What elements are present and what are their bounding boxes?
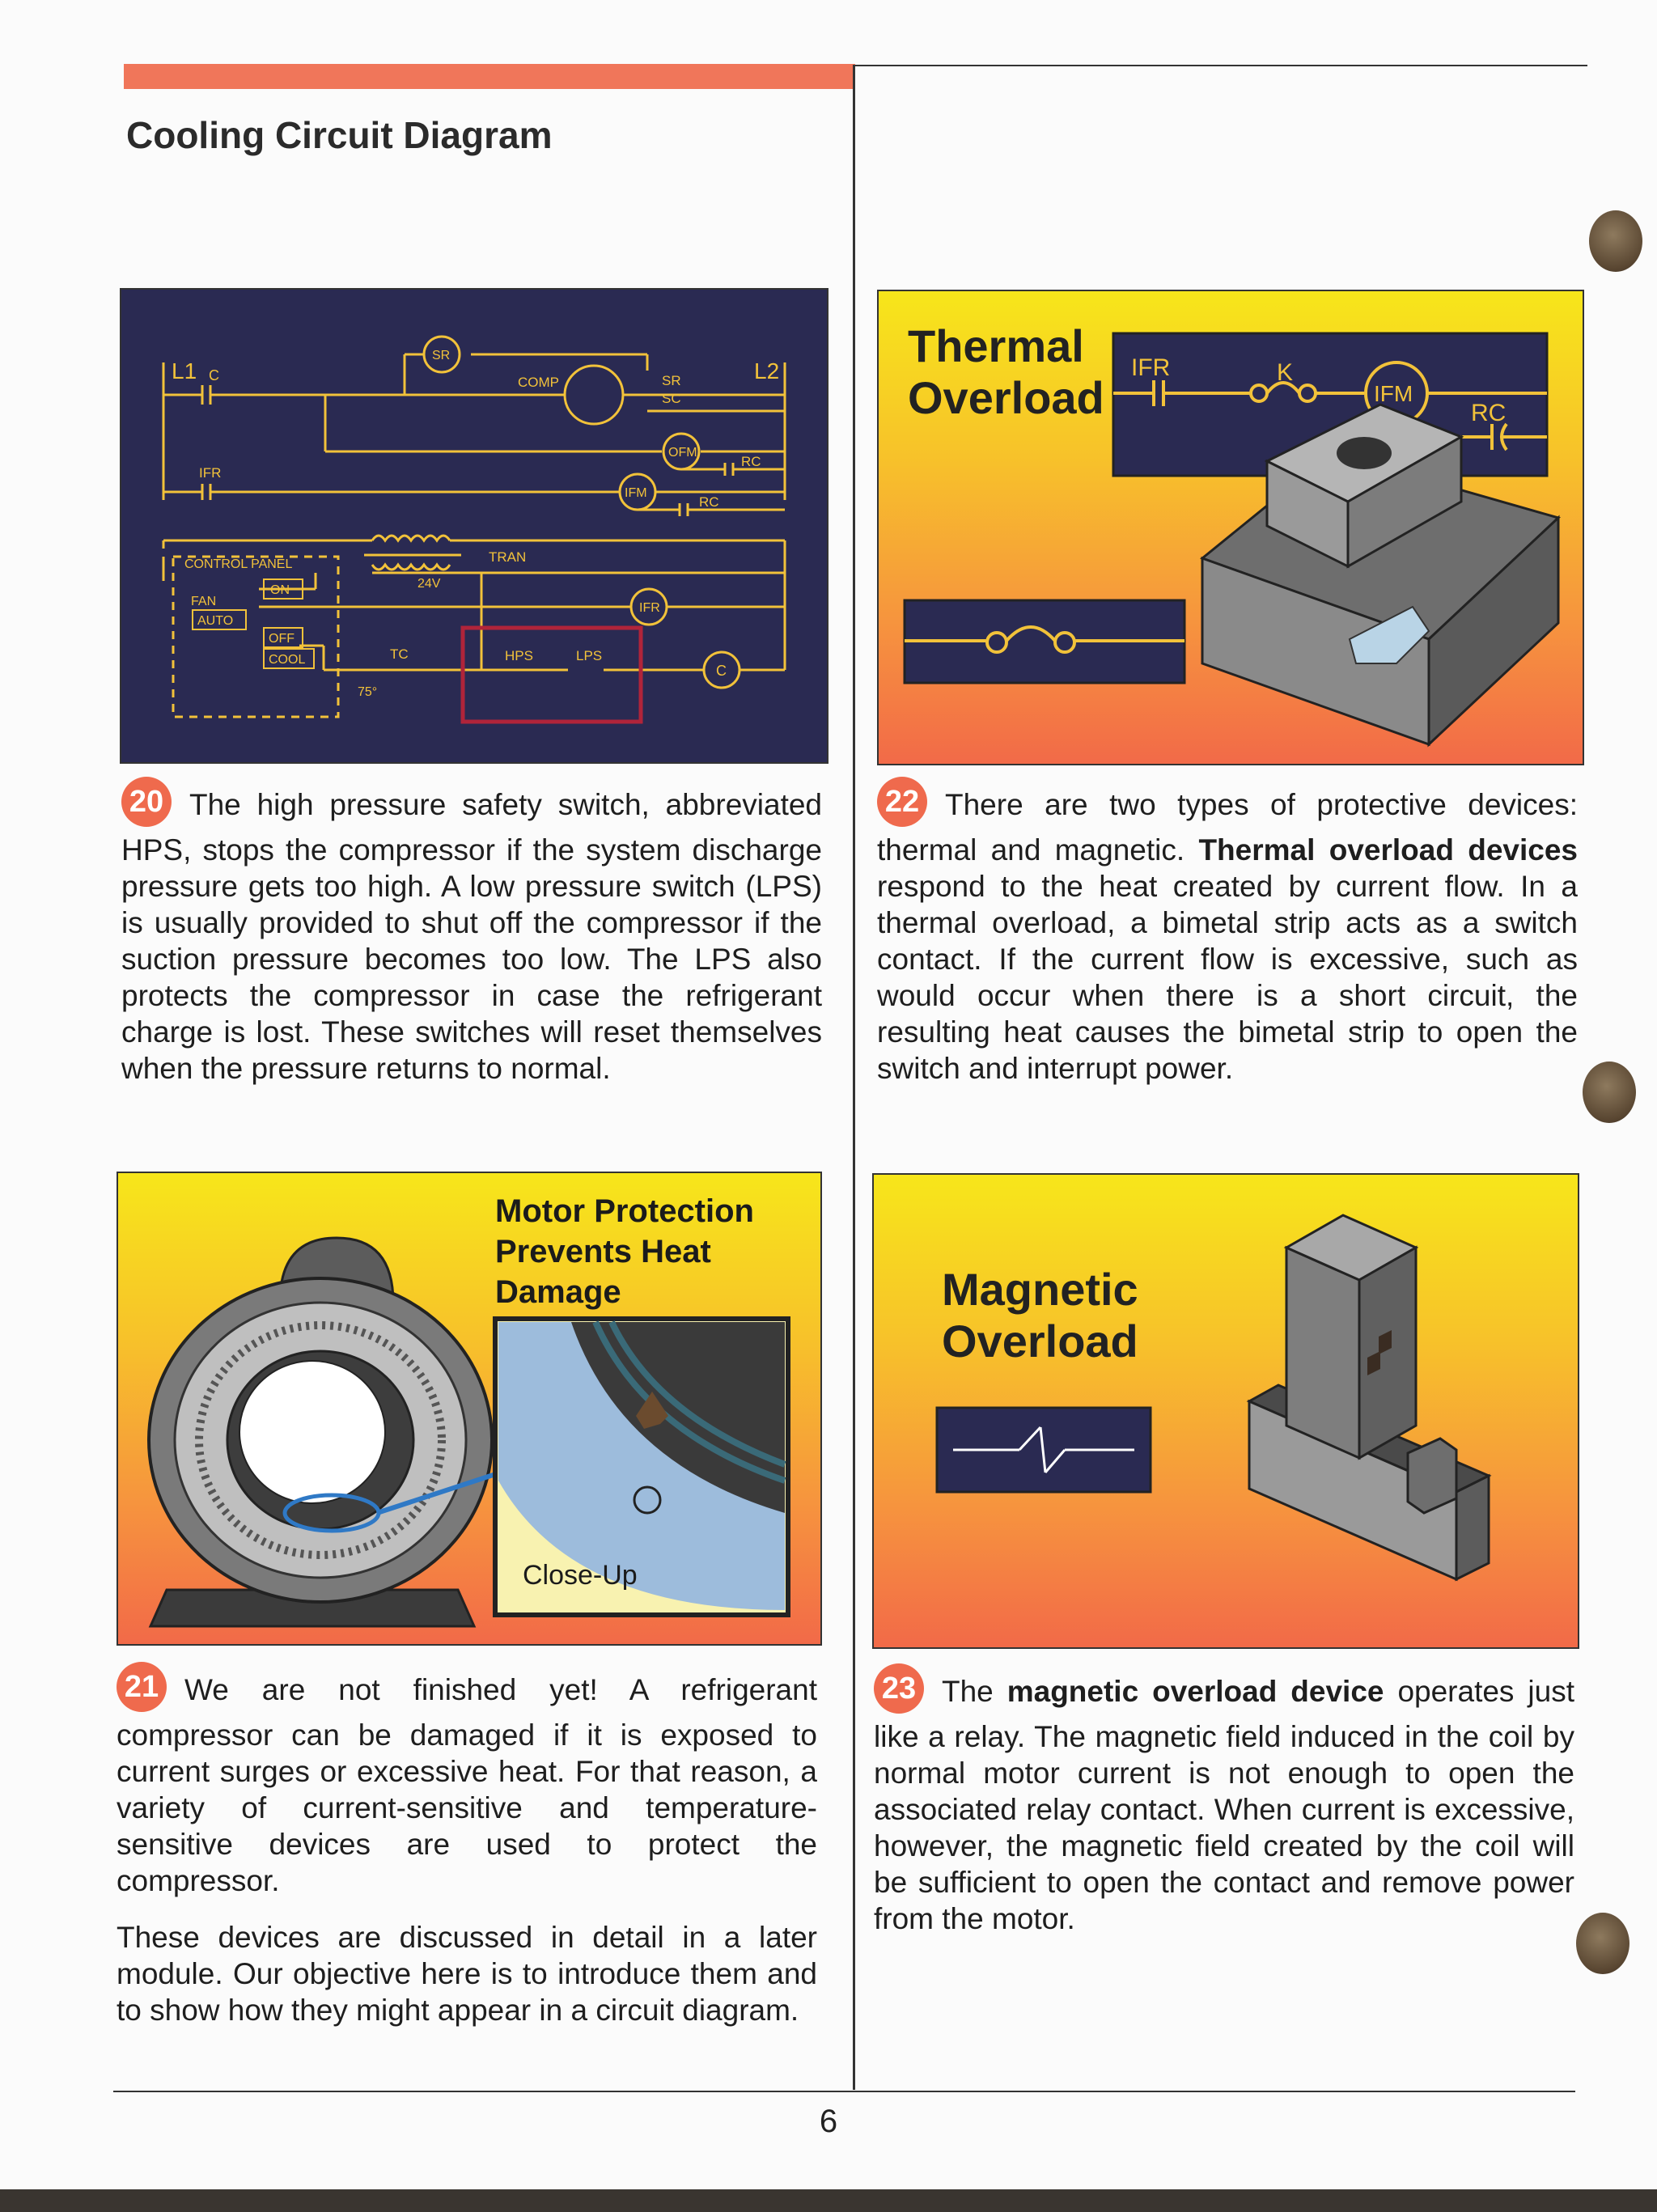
section-22-bold: Thermal overload devices bbox=[1198, 833, 1578, 867]
motor-title-line3: Damage bbox=[495, 1274, 621, 1310]
section-21-text-2: These devices are discussed in detail in a later module. Our objective here is to introduce them and to show how they might appear in a circuit diagram. bbox=[117, 1921, 817, 2027]
section-23-body-a: The bbox=[942, 1674, 1007, 1708]
cooling-circuit-diagram bbox=[120, 288, 828, 764]
thermal-title-line1: Thermal bbox=[908, 320, 1084, 371]
section-22-body-a: There are two types of protective devices: thermal and magnetic. bbox=[877, 787, 1578, 867]
label-l1: L1 bbox=[172, 358, 197, 383]
label-off: OFF bbox=[269, 632, 295, 646]
magnetic-title-line1: Magnetic bbox=[942, 1264, 1138, 1315]
motor-title-line1: Motor Protection bbox=[495, 1193, 754, 1229]
binder-hole-top bbox=[1589, 210, 1642, 272]
page-title: Cooling Circuit Diagram bbox=[126, 114, 553, 156]
label-tc: TC bbox=[390, 646, 409, 662]
label-24v: 24V bbox=[417, 577, 441, 591]
thermal-label-ifr: IFR bbox=[1131, 354, 1171, 381]
label-auto: AUTO bbox=[197, 614, 234, 628]
header-accent-bar bbox=[124, 64, 855, 89]
section-22-text bbox=[877, 782, 1578, 1087]
section-20-text bbox=[121, 782, 822, 1087]
label-ifr-contact: IFR bbox=[199, 465, 222, 481]
section-21-body: We are not finished yet! A refrigerant compressor can be damaged if it is exposed to current surges or excessive heat. For that reason, a variety of current-sensitive and temperature-sensitive devices are used to protect the compressor. bbox=[117, 1672, 817, 1897]
section-23-bold: magnetic overload device bbox=[1006, 1674, 1384, 1708]
label-fan: FAN bbox=[191, 595, 217, 608]
section-23-body-b: operates just like a relay. The magnetic field induced in the coil by normal motor current is not enough to open the associated relay contact. When current is excessive, however, the magnetic field created by the coil will be sufficient to open the contact and remove power from the motor. bbox=[874, 1674, 1574, 1935]
label-hps: HPS bbox=[505, 648, 533, 663]
header-rule bbox=[855, 65, 1587, 66]
label-on: ON bbox=[270, 583, 290, 597]
label-c-coil: C bbox=[716, 663, 727, 679]
column-divider bbox=[853, 65, 855, 2090]
section-22-body-b: respond to the heat created by current flow. In a thermal overload, a bimetal strip acts as a switch contact. If the current flow is excessive, such as would occur when there is a short circuit, the resulting heat causes the bimetal strip to open the switch and interrupt power. bbox=[877, 870, 1578, 1085]
magnetic-overload-illustration bbox=[872, 1173, 1579, 1649]
thermal-overload-illustration bbox=[877, 290, 1584, 765]
label-rc-ofm: RC bbox=[741, 454, 761, 469]
label-75: 75° bbox=[358, 685, 378, 699]
page-number: 6 bbox=[819, 2104, 838, 2139]
label-c: C bbox=[209, 367, 219, 383]
magnetic-title-line2: Overload bbox=[942, 1316, 1138, 1367]
footer-rule bbox=[113, 2091, 1575, 2092]
motor-protection-illustration bbox=[117, 1172, 822, 1646]
binder-hole-bottom bbox=[1576, 1913, 1629, 1974]
thermal-label-ifm: IFM bbox=[1374, 381, 1413, 406]
binder-hole-middle bbox=[1583, 1062, 1636, 1123]
closeup-label: Close-Up bbox=[523, 1560, 638, 1591]
label-ifr-coil: IFR bbox=[639, 601, 660, 615]
section-20-badge: 20 bbox=[121, 777, 172, 827]
label-comp: COMP bbox=[518, 375, 559, 390]
section-21-text bbox=[117, 1667, 817, 1899]
label-lps: LPS bbox=[576, 648, 603, 663]
section-22-badge: 22 bbox=[877, 777, 927, 827]
label-tran: TRAN bbox=[489, 549, 527, 565]
section-23-badge: 23 bbox=[874, 1663, 924, 1714]
label-sr-circle: SR bbox=[432, 349, 451, 362]
motor-title-line2: Prevents Heat bbox=[495, 1234, 711, 1269]
scan-edge bbox=[0, 2189, 1657, 2212]
label-rc-ifm: RC bbox=[699, 494, 719, 510]
label-ofm: OFM bbox=[668, 446, 697, 460]
section-23-text bbox=[874, 1668, 1574, 1937]
label-l2: L2 bbox=[754, 358, 780, 383]
section-20-body: The high pressure safety switch, abbreviated HPS, stops the compressor if the system discharge pressure gets too high. A low pressure switch (LPS) is usually provided to shut off the compressor if the suction pressure becomes too low. The LPS also protects the compressor in case the refrigerant charge is lost. These switches will reset themselves when the pressure returns to normal. bbox=[121, 787, 822, 1085]
label-ifm: IFM bbox=[625, 486, 647, 500]
label-sc: SC bbox=[662, 391, 681, 406]
label-control-panel: CONTROL PANEL bbox=[184, 557, 293, 571]
label-sr: SR bbox=[662, 373, 681, 388]
thermal-label-k: K bbox=[1277, 359, 1294, 386]
section-21-badge: 21 bbox=[117, 1662, 167, 1712]
thermal-title-line2: Overload bbox=[908, 372, 1104, 423]
thermal-label-rc: RC bbox=[1471, 400, 1507, 426]
label-cool: COOL bbox=[269, 653, 306, 667]
